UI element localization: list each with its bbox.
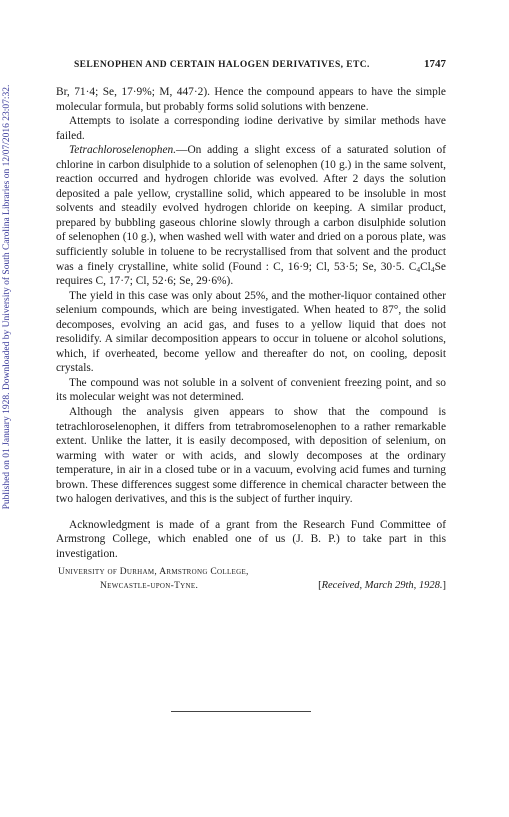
paragraph-acknowledgment: Acknowledgment is made of a grant from the Research Fund Committee of Armstrong College, which enabled one of us (J. B. P.) to take part in this investigation. xyxy=(56,518,446,560)
download-watermark-text: Published on 01 January 1928. Downloaded by University of South Carolina Libraries on 12/07/2016 23:07:32. xyxy=(2,84,12,510)
paragraph-4: The yield in this case was only about 25%, and the mother-liquor contained other selenium compounds, which are being investigated. When heated to 87°, the solid decomposes, evolving an acid gas, and fuses to a yellow liquid that does not resolidify. A similar decomposition appears to occur in toluene or alcohol solutions, which, if overheated, become yellow and thereafter do not, on cooling, deposit crystals. xyxy=(56,289,446,375)
end-rule xyxy=(171,711,311,712)
paragraph-6: Although the analysis given appears to show that the compound is tetrachloroselenophen, it differs from tetrabromoselenophen to a rather remarkable extent. Unlike the latter, it is easily decomposed, with deposition of selenium, on warming with water or with acids, and slowly decomposes at the ordinary temperature, in air in a closed tube or in a vacuum, evolving acid fumes and turning brown. These differences suggest some difference in chemical character between the two halogen derivatives, and this is the subject of further inquiry. xyxy=(56,406,446,506)
running-head-title: SELENOPHEN AND CERTAIN HALOGEN DERIVATIVES, ETC. xyxy=(74,60,370,70)
page-number: 1747 xyxy=(424,58,446,70)
affiliation-line-2 xyxy=(100,579,446,593)
paragraph-5: The compound was not soluble in a solvent of convenient freezing point, and so its molecular weight was not determined. xyxy=(56,376,446,404)
download-watermark xyxy=(2,52,14,542)
paragraph-2: Attempts to isolate a corresponding iodine derivative by similar methods have failed. xyxy=(56,115,446,142)
formula-rest: Se requires C, 17·7; Cl, 52·6; Se, 29·6%). xyxy=(56,260,446,288)
formula-c: C xyxy=(408,260,417,273)
affiliation xyxy=(56,565,446,593)
formula-sub-4b: 4 xyxy=(430,264,435,274)
affiliation-city: Newcastle-upon-Tyne. xyxy=(100,580,199,591)
formula-sub-4a: 4 xyxy=(416,264,421,274)
formula-cl: Cl xyxy=(420,260,431,273)
paragraph-1: Br, 71·4; Se, 17·9%; M, 447·2). Hence the compound appears to have the simple molecular formula, but probably forms solid solutions with benzene. xyxy=(56,86,446,113)
paragraph-3 xyxy=(56,143,446,288)
running-head xyxy=(74,58,446,76)
received-date: [Received, March 29th, 1928.] xyxy=(318,579,446,591)
paper-page xyxy=(56,58,446,593)
paragraph-3-text: —On adding a slight excess of a saturated solution of chlorine in carbon disulphide to a solution of selenophen (10 g.) in the same solvent, reaction occurred and hydrogen chloride was evolved. After 2 days the solution deposited a pale yellow, crystalline solid, which appeared to be insoluble in most solvents and steadily evolved hydrogen chloride on keeping. A similar product, prepared by bubbling gaseous chlorine slowly through a carbon disulphide solution of selenophen (10 g.), when washed well with water and dried on a porous plate, was sufficiently soluble in toluene to be recrystallised from that solvent and the product was a finely crystalline, white solid (Found : C, 16·9; Cl, 53·5; Se, 30·5. xyxy=(56,144,446,273)
affiliation-line-1: University of Durham, Armstrong College, xyxy=(58,566,249,577)
section-heading-tetrachloroselenophen: Tetrachloroselenophen. xyxy=(69,144,177,157)
body-text xyxy=(56,85,446,562)
